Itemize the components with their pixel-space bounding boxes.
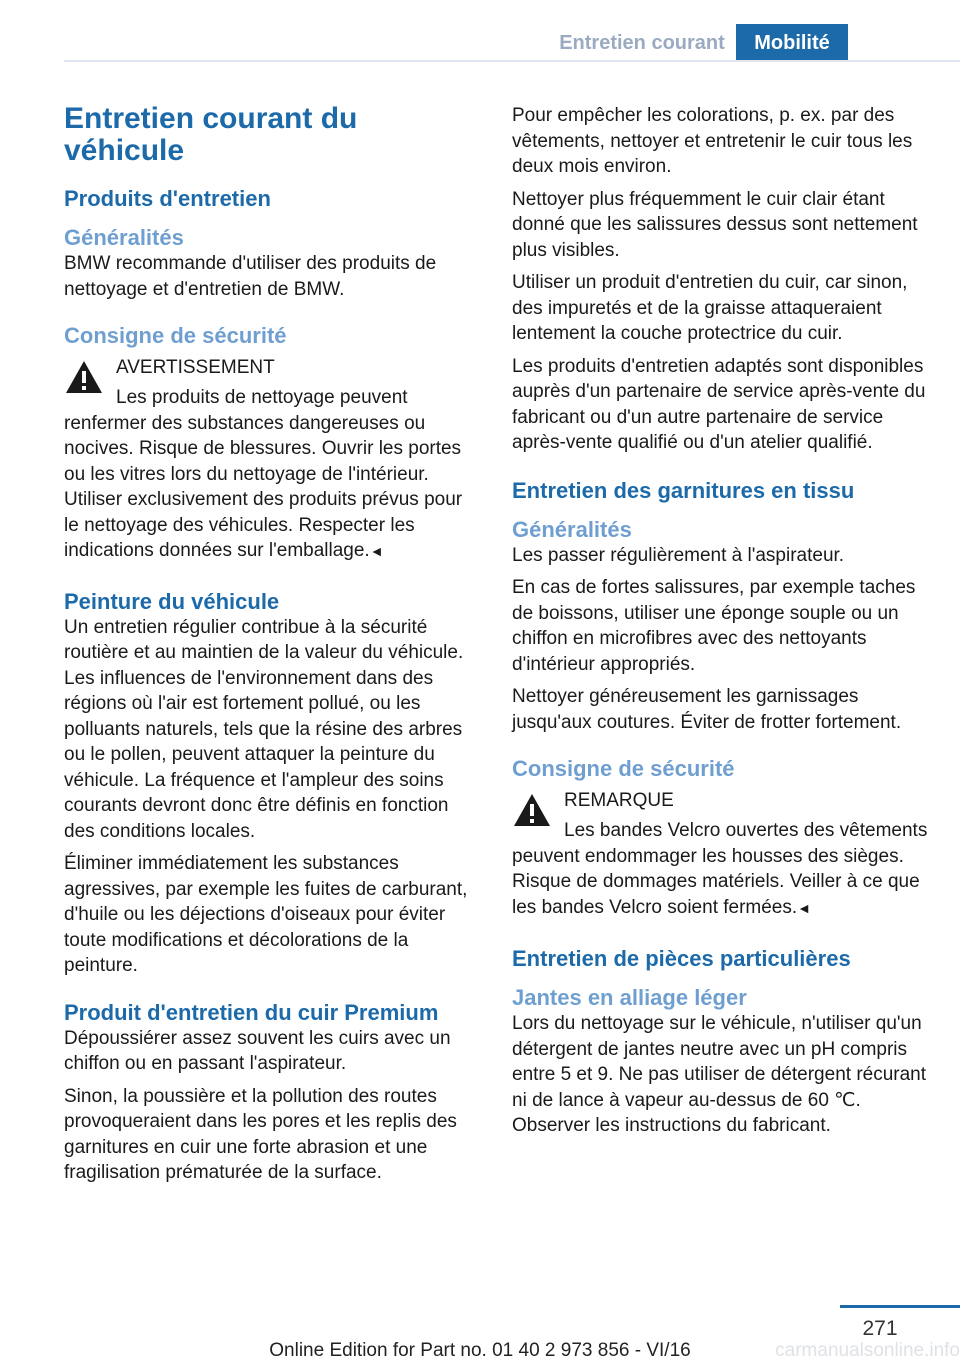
notice-text: Les bandes Velcro ouvertes des vêtements peuvent endommager les housses des sièges. Risque de dommages matériels. Veiller à ce que les bandes Velcro soient fermées.◄	[512, 820, 928, 918]
paragraph-paint-2: Éliminer immédiatement les substances agressives, par exemple les fuites de carburant, d'huile ou les déjections d'oiseaux pour éviter toute modifications et décolorations de la peinture.	[64, 853, 468, 976]
subheading-general-fabric: Généralités	[512, 516, 632, 542]
paragraph-fabric-1: Les passer régulièrement à l'aspirateur.	[512, 544, 845, 566]
paragraph-leather-5: Utiliser un produit d'entretien du cuir, car sinon, des impuretés et de la graisse attaqueraient lentement la couche protectrice du cuir.	[512, 272, 908, 344]
paragraph-fabric-3: Nettoyer généreusement les garnissages jusqu'aux coutures. Éviter de frotter fortement.	[512, 686, 902, 733]
heading-fabric-care: Entretien des garnitures en tissu	[512, 477, 855, 503]
heading-special-parts: Entretien de pièces particulières	[512, 946, 851, 971]
header-section-tab[interactable]: Entretien courant	[559, 32, 725, 54]
subheading-general: Généralités	[64, 225, 184, 250]
warning-block	[64, 355, 480, 565]
right-column	[512, 103, 928, 1146]
subheading-paint: Peinture du véhicule	[64, 588, 280, 614]
warning-text: Les produits de nettoyage peuvent renfermer des substances dangereuses ou nocives. Risque de blessures. Ouvrir les portes ou les vitres lors du nettoyage de l'intérieur. Utiliser exclusivement des produits prévus pour le nettoyage des véhicules. Respecter les indications données sur l'emballage.◄	[64, 387, 463, 561]
warning-triangle-icon	[512, 792, 552, 828]
paragraph-leather-4: Nettoyer plus fréquemment le cuir clair étant donné que les salissures dessus sont nettement plus visibles.	[512, 188, 918, 261]
paragraph-leather-3: Pour empêcher les colorations, p. ex. par des vêtements, nettoyer et entretenir le cuir tous les deux mois environ.	[512, 105, 913, 177]
left-column	[64, 103, 480, 1193]
page-header	[0, 0, 960, 62]
warning-title: AVERTISSEMENT	[116, 357, 275, 378]
paragraph-rims: Lors du nettoyage sur le véhicule, n'utiliser qu'un détergent de jantes neutre avec un pH compris entre 5 et 9. Ne pas utiliser de détergent récurant ni de lance à vapeur au-dessus de 60 ℃. Observer les instructions du fabricant.	[512, 1013, 927, 1136]
page-number: 271	[862, 1317, 898, 1340]
paragraph-paint-1: Un entretien régulier contribue à la sécurité routière et au maintien de la valeur du véhicule. Les influences de l'environnement dans des régions où l'air est fortement pollué, ou les polluants naturels, tels que la résine des arbres ou le pollen, peuvent attaquer la peinture du véhicule. La fréquence et l'ampleur des soins courants devront donc être définis en fonction des conditions locales.	[64, 616, 464, 842]
end-mark: ◄	[797, 899, 812, 916]
paragraph-leather-6: Les produits d'entretien adaptés sont disponibles auprès d'un partenaire de service après-vente du fabricant ou d'un autre partenaire de service après-vente qualifié ou d'un atelier qualifié.	[512, 355, 926, 453]
watermark: carmanualsonline.info	[775, 1340, 960, 1361]
notice-title: REMARQUE	[564, 790, 674, 811]
paragraph-leather-2: Sinon, la poussière et la pollution des routes provoqueraient dans les pores et les replis des garnitures en cuir une forte abrasion et une fragilisation prématurée de la surface.	[64, 1085, 457, 1183]
end-mark: ◄	[369, 543, 384, 559]
notice-block	[512, 788, 928, 921]
footer-accent-line	[840, 1305, 960, 1308]
paragraph-fabric-2: En cas de fortes salissures, par exemple taches de boissons, utiliser une éponge souple ou un chiffon en microfibres avec des nettoyants d'intérieur appropriés.	[512, 577, 916, 675]
edition-footer: Online Edition for Part no. 01 40 2 973 856 - VI/16	[269, 1340, 691, 1361]
subheading-alloy-rims: Jantes en alliage léger	[512, 985, 747, 1010]
header-divider	[64, 60, 960, 62]
heading-care-products: Produits d'entretien	[64, 186, 271, 211]
subheading-safety-fabric: Consigne de sécurité	[512, 756, 735, 781]
page-title: Entretien courant du véhicule	[64, 102, 358, 167]
subheading-safety: Consigne de sécurité	[64, 323, 287, 348]
warning-triangle-icon	[64, 359, 104, 395]
paragraph-leather-1: Dépoussiérer assez souvent les cuirs avec un chiffon ou en passant l'aspirateur.	[64, 1027, 451, 1074]
subheading-leather: Produit d'entretien du cuir Premium	[64, 999, 439, 1025]
header-chapter-tab[interactable]: Mobilité	[736, 24, 848, 62]
paragraph-general: BMW recommande d'utiliser des produits de nettoyage et d'entretien de BMW.	[64, 253, 437, 300]
